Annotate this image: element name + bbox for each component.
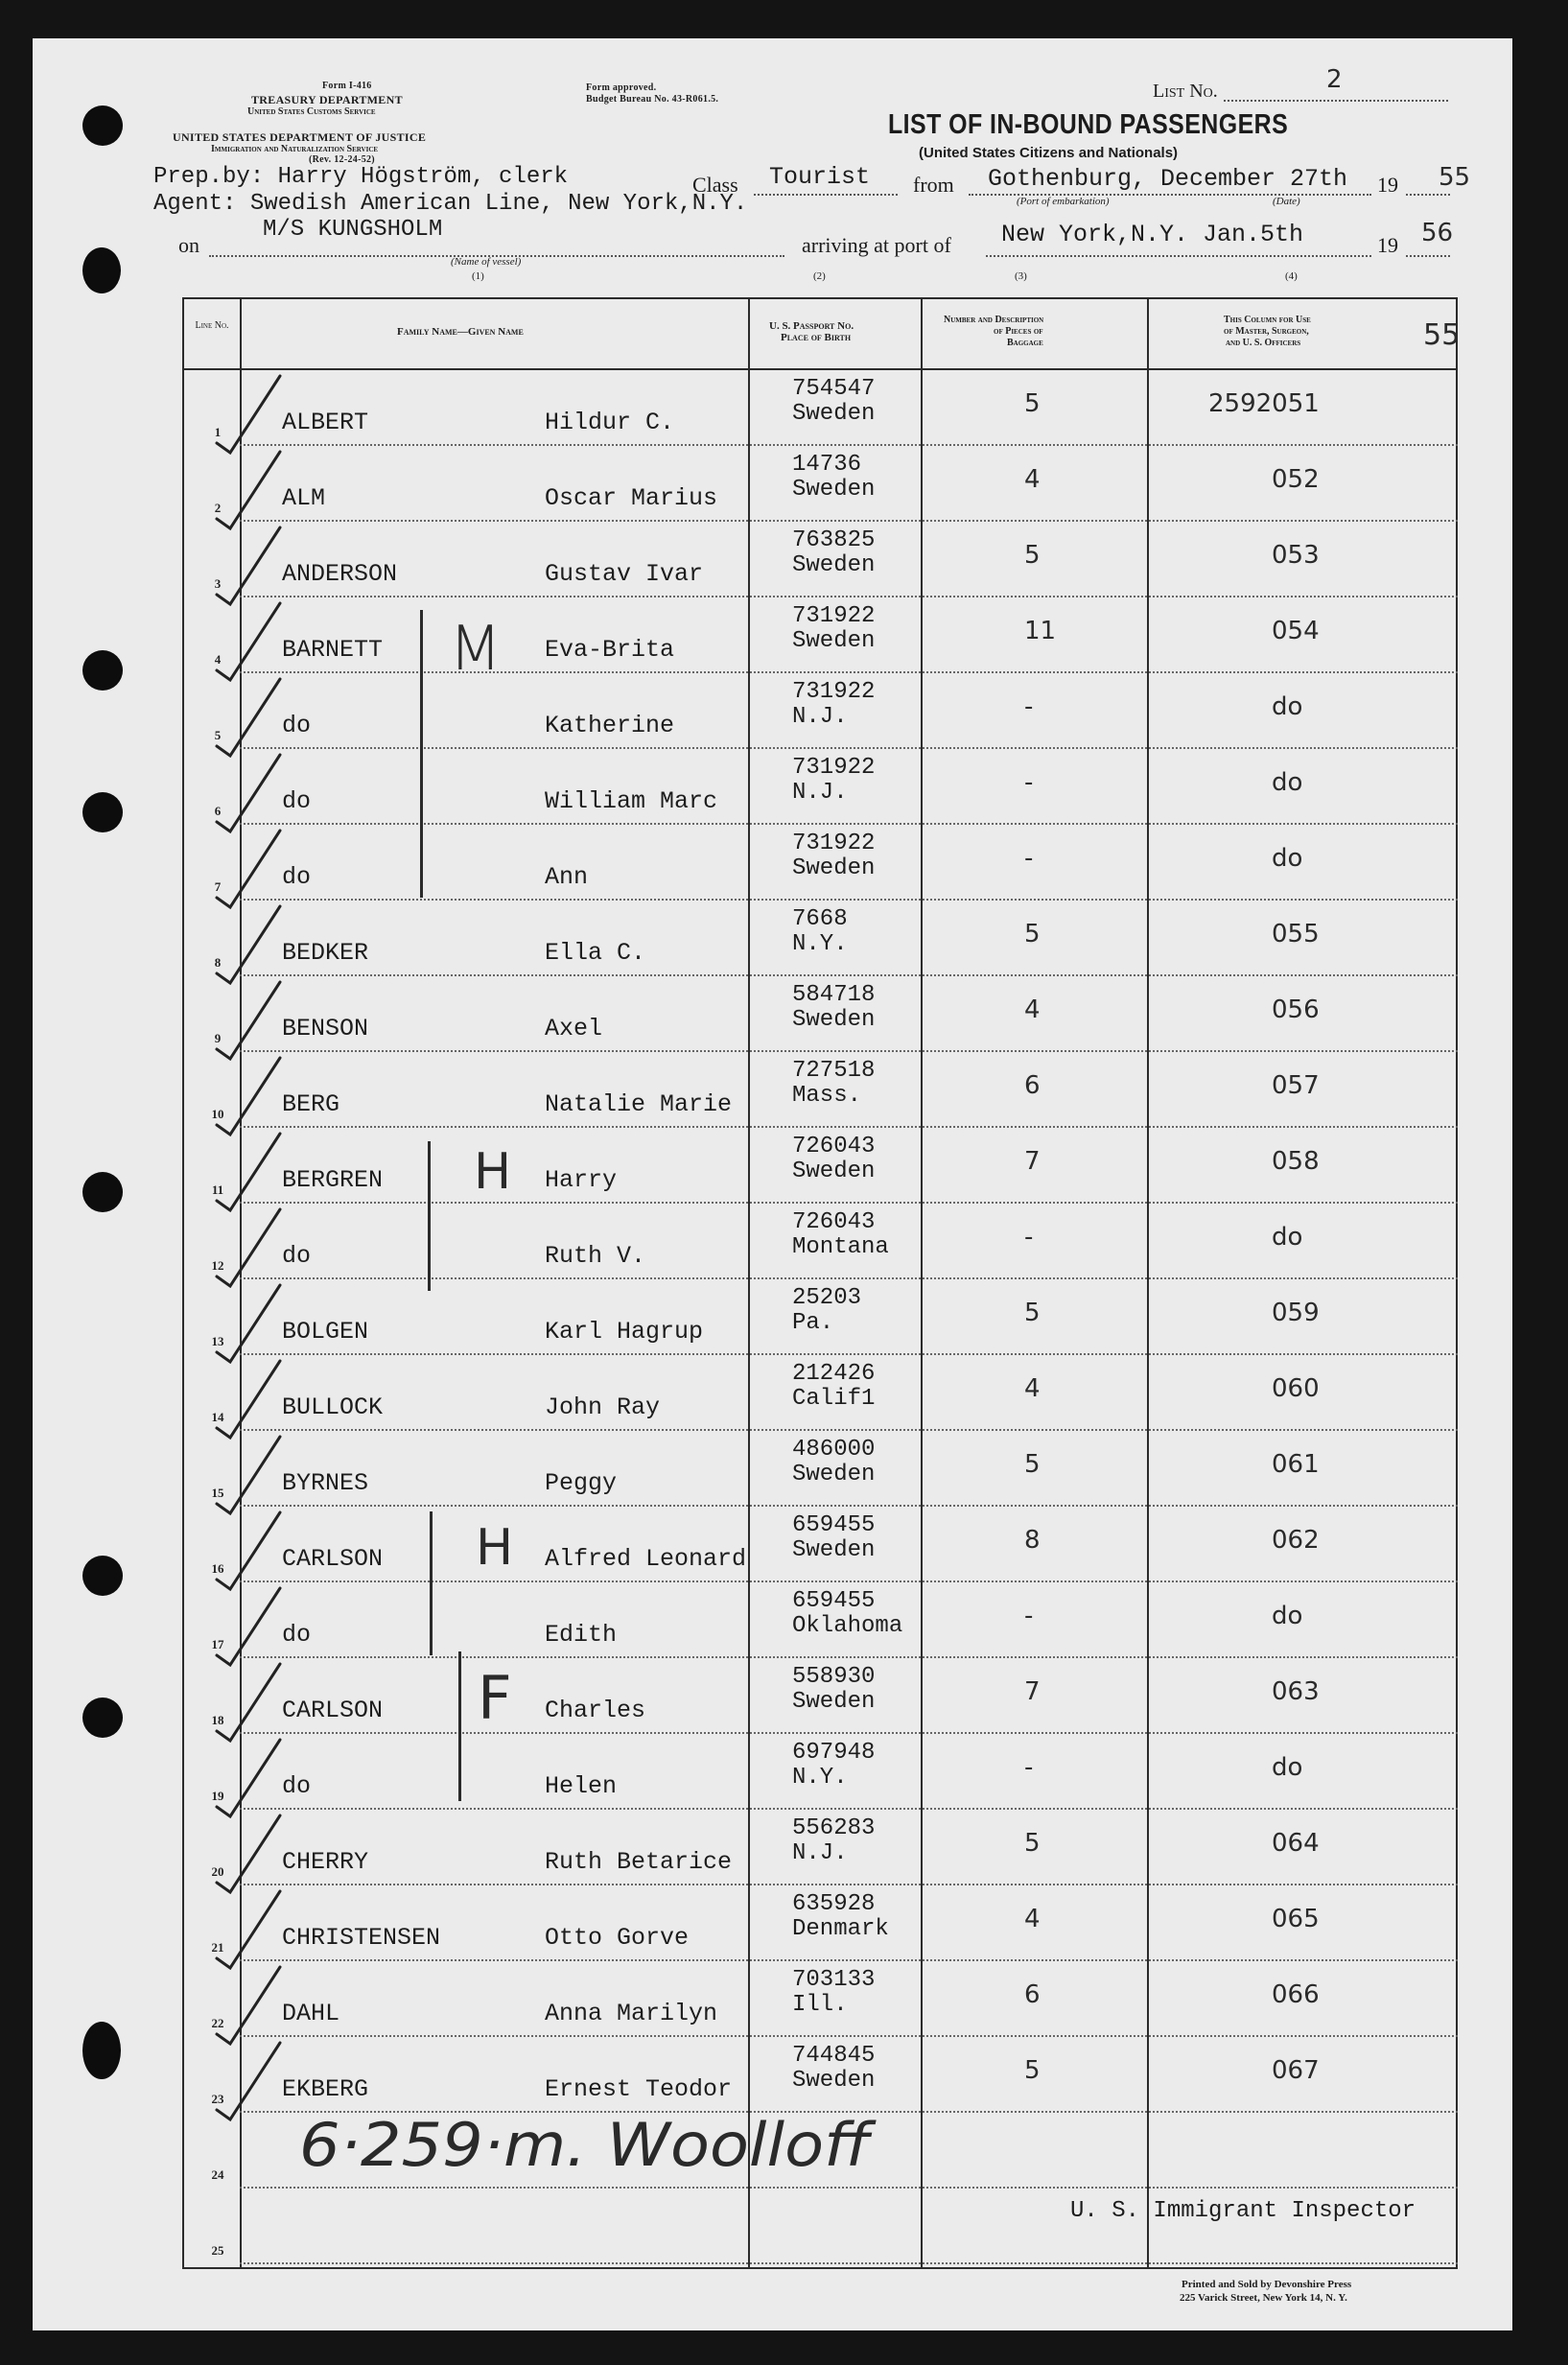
line-number: 14 bbox=[211, 1410, 224, 1424]
checkmark-icon bbox=[209, 1808, 286, 1894]
table-border-bottom bbox=[182, 2267, 1458, 2269]
passport-number: 635928 bbox=[792, 1891, 876, 1917]
place-of-birth: Sweden bbox=[792, 1689, 876, 1715]
header-official-use: of Master, Surgeon, bbox=[1224, 326, 1309, 337]
passport-number: 7668 bbox=[792, 906, 848, 932]
official-number: 066 bbox=[1272, 1980, 1320, 2009]
line-number: 6 bbox=[214, 804, 222, 818]
column-number: (3) bbox=[1015, 270, 1027, 282]
arriving-label: arriving at port of bbox=[802, 233, 951, 257]
header-line-no: Line No. bbox=[195, 320, 229, 331]
punch-hole bbox=[82, 105, 123, 146]
family-name: BARNETT bbox=[282, 636, 384, 664]
column-number: (4) bbox=[1285, 270, 1298, 282]
family-mark: M bbox=[449, 614, 503, 685]
punch-hole bbox=[82, 1698, 123, 1738]
immigration-service: Immigration and Naturalization Service bbox=[211, 144, 379, 154]
official-number: 056 bbox=[1272, 995, 1320, 1024]
checkmark-icon bbox=[209, 2035, 286, 2121]
header-birthplace: Place of Birth bbox=[781, 332, 852, 343]
header-baggage: of Pieces of bbox=[994, 326, 1043, 337]
row-divider bbox=[240, 520, 1458, 522]
family-name: BYRNES bbox=[282, 1469, 369, 1497]
form-number: Form I-416 bbox=[322, 81, 372, 91]
family-mark: H bbox=[474, 1143, 512, 1201]
family-name: BEDKER bbox=[282, 939, 369, 967]
checkmark-icon bbox=[209, 747, 286, 833]
line-number: 4 bbox=[214, 652, 222, 667]
baggage-count: - bbox=[1024, 768, 1034, 797]
official-note: 55 bbox=[1423, 318, 1461, 352]
family-name: CARLSON bbox=[282, 1697, 384, 1724]
checkmark-icon bbox=[209, 899, 286, 985]
family-name: do bbox=[282, 1621, 312, 1649]
class-label: Class bbox=[692, 173, 738, 197]
family-bracket bbox=[428, 1141, 431, 1291]
place-of-birth: Denmark bbox=[792, 1916, 889, 1942]
row-divider bbox=[240, 2262, 1458, 2264]
official-number: 057 bbox=[1272, 1071, 1320, 1100]
class-line bbox=[754, 194, 898, 196]
official-number: 053 bbox=[1272, 541, 1320, 570]
checkmark-icon bbox=[209, 520, 286, 606]
column-number: (1) bbox=[472, 270, 484, 282]
vessel-caption: (Name of vessel) bbox=[451, 256, 522, 268]
punch-hole bbox=[82, 1172, 123, 1212]
baggage-count: - bbox=[1024, 1753, 1034, 1782]
place-of-birth: Sweden bbox=[792, 855, 876, 881]
line-number: 10 bbox=[211, 1107, 224, 1121]
column-number: (2) bbox=[813, 270, 826, 282]
official-number: 052 bbox=[1272, 465, 1320, 494]
line-number: 25 bbox=[211, 2243, 224, 2258]
row-divider bbox=[240, 1505, 1458, 1507]
family-mark: H bbox=[476, 1519, 514, 1577]
line-number: 22 bbox=[211, 2016, 224, 2030]
given-name: Ernest Teodor bbox=[545, 2075, 733, 2103]
given-name: Charles bbox=[545, 1697, 646, 1724]
passport-number: 726043 bbox=[792, 1209, 876, 1235]
row-divider bbox=[240, 1959, 1458, 1961]
list-number-value: 2 bbox=[1326, 65, 1343, 94]
punch-hole bbox=[82, 2022, 121, 2079]
given-name: Axel bbox=[545, 1015, 603, 1042]
family-name: ALBERT bbox=[282, 409, 369, 436]
baggage-count: 7 bbox=[1024, 1147, 1041, 1176]
official-number: 060 bbox=[1272, 1374, 1320, 1403]
given-name: Katherine bbox=[545, 712, 675, 739]
passport-number: 558930 bbox=[792, 1664, 876, 1690]
port-caption: (Port of embarkation) bbox=[1017, 196, 1110, 207]
checkmark-icon bbox=[209, 1884, 286, 1970]
given-name: Anna Marilyn bbox=[545, 2000, 718, 2027]
agent-line: Agent: Swedish American Line, New York,N.Y. bbox=[153, 191, 748, 217]
immigrant-inspector-label: U. S. Immigrant Inspector bbox=[1070, 2198, 1416, 2224]
checkmark-icon bbox=[209, 671, 286, 758]
family-name: BERGREN bbox=[282, 1166, 384, 1194]
place-of-birth: N.J. bbox=[792, 780, 848, 806]
checkmark-icon bbox=[209, 1656, 286, 1743]
official-number: 2592051 bbox=[1208, 389, 1320, 418]
place-of-birth: Mass. bbox=[792, 1083, 862, 1109]
official-number: do bbox=[1272, 1602, 1303, 1630]
row-divider bbox=[240, 1353, 1458, 1355]
embarkation-port-date: Gothenburg, December 27th bbox=[988, 165, 1348, 193]
baggage-count: - bbox=[1024, 692, 1034, 721]
year-suffix-departure: 55 bbox=[1439, 163, 1471, 192]
checkmark-icon bbox=[209, 596, 286, 682]
baggage-count: 7 bbox=[1024, 1677, 1041, 1706]
passport-number: 212426 bbox=[792, 1361, 876, 1387]
checkmark-icon bbox=[209, 1581, 286, 1667]
checkmark-icon bbox=[209, 1429, 286, 1515]
baggage-count: - bbox=[1024, 1223, 1034, 1252]
arrival-line bbox=[986, 255, 1371, 257]
place-of-birth: Sweden bbox=[792, 1462, 876, 1487]
row-divider bbox=[240, 2035, 1458, 2037]
department-of-justice: UNITED STATES DEPARTMENT OF JUSTICE bbox=[173, 130, 427, 144]
date-caption: (Date) bbox=[1273, 196, 1300, 207]
baggage-count: 5 bbox=[1024, 1299, 1041, 1327]
family-name: BOLGEN bbox=[282, 1318, 369, 1346]
year-prefix-departure: 19 bbox=[1377, 173, 1398, 197]
given-name: Ann bbox=[545, 863, 589, 891]
given-name: Hildur C. bbox=[545, 409, 675, 436]
passport-number: 486000 bbox=[792, 1437, 876, 1463]
family-name: BULLOCK bbox=[282, 1393, 384, 1421]
passport-number: 763825 bbox=[792, 527, 876, 553]
passport-number: 14736 bbox=[792, 452, 862, 478]
line-number: 15 bbox=[211, 1486, 224, 1500]
baggage-count: 5 bbox=[1024, 541, 1041, 570]
checkmark-icon bbox=[209, 1202, 286, 1288]
header-divider bbox=[182, 368, 1458, 370]
given-name: Eva-Brita bbox=[545, 636, 675, 664]
given-name: Edith bbox=[545, 1621, 618, 1649]
passport-number: 697948 bbox=[792, 1740, 876, 1766]
passport-number: 659455 bbox=[792, 1588, 876, 1614]
checkmark-icon bbox=[209, 368, 286, 455]
baggage-count: 6 bbox=[1024, 1071, 1041, 1100]
family-name: do bbox=[282, 712, 312, 739]
given-name: Alfred Leonard bbox=[545, 1545, 747, 1573]
checkmark-icon bbox=[209, 823, 286, 909]
given-name: Ruth Betarice bbox=[545, 1848, 733, 1876]
baggage-count: 5 bbox=[1024, 1829, 1041, 1858]
punch-hole bbox=[82, 247, 121, 293]
family-name: DAHL bbox=[282, 2000, 340, 2027]
header-passport: U. S. Passport No. bbox=[769, 320, 854, 332]
baggage-count: 5 bbox=[1024, 2056, 1041, 2085]
place-of-birth: N.J. bbox=[792, 704, 848, 730]
baggage-count: 6 bbox=[1024, 1980, 1041, 2009]
family-bracket bbox=[458, 1651, 461, 1801]
handwritten-signature: 6·259·m. Woolloff bbox=[299, 2110, 871, 2180]
given-name: Ruth V. bbox=[545, 1242, 646, 1270]
arrival-port-date: New York,N.Y. Jan.5th bbox=[1001, 221, 1304, 248]
list-number-line bbox=[1224, 100, 1448, 102]
place-of-birth: Sweden bbox=[792, 1007, 876, 1033]
line-number: 24 bbox=[211, 2167, 224, 2182]
line-number: 19 bbox=[211, 1789, 224, 1803]
given-name: Helen bbox=[545, 1772, 618, 1800]
baggage-count: 11 bbox=[1024, 617, 1057, 645]
class-value: Tourist bbox=[769, 163, 871, 191]
baggage-count: 5 bbox=[1024, 920, 1041, 948]
row-divider bbox=[240, 1429, 1458, 1431]
line-number: 12 bbox=[211, 1258, 224, 1273]
place-of-birth: Calif1 bbox=[792, 1386, 876, 1412]
family-name: do bbox=[282, 787, 312, 815]
year-line bbox=[1406, 255, 1450, 257]
baggage-count: 4 bbox=[1024, 465, 1041, 494]
passport-number: 754547 bbox=[792, 376, 876, 402]
passport-number: 25203 bbox=[792, 1285, 862, 1311]
official-number: do bbox=[1272, 692, 1303, 721]
baggage-count: 8 bbox=[1024, 1526, 1041, 1555]
row-divider bbox=[240, 444, 1458, 446]
header-baggage: Baggage bbox=[1007, 338, 1043, 348]
passport-number: 727518 bbox=[792, 1058, 876, 1084]
from-label: from bbox=[913, 173, 954, 197]
on-label: on bbox=[178, 233, 199, 257]
place-of-birth: Sweden bbox=[792, 477, 876, 503]
row-divider bbox=[240, 899, 1458, 901]
place-of-birth: Sweden bbox=[792, 2068, 876, 2094]
customs-service: United States Customs Service bbox=[247, 106, 376, 117]
official-number: 055 bbox=[1272, 920, 1320, 948]
official-number: 063 bbox=[1272, 1677, 1320, 1706]
checkmark-icon bbox=[209, 974, 286, 1061]
vessel-name: M/S KUNGSHOLM bbox=[263, 217, 443, 243]
row-divider bbox=[240, 1050, 1458, 1052]
line-number: 23 bbox=[211, 2092, 224, 2106]
place-of-birth: N.Y. bbox=[792, 931, 848, 957]
header-baggage: Number and Description bbox=[944, 315, 1044, 325]
given-name: Karl Hagrup bbox=[545, 1318, 704, 1346]
prepared-by: Prep.by: Harry Högström, clerk bbox=[153, 164, 569, 190]
place-of-birth: Ill. bbox=[792, 1992, 848, 2018]
row-divider bbox=[240, 1277, 1458, 1279]
official-number: 064 bbox=[1272, 1829, 1320, 1858]
punch-hole bbox=[82, 1556, 123, 1596]
row-divider bbox=[240, 1808, 1458, 1810]
row-divider bbox=[240, 1656, 1458, 1658]
given-name: William Marc bbox=[545, 787, 718, 815]
line-number: 11 bbox=[211, 1182, 224, 1197]
family-bracket bbox=[420, 610, 423, 898]
row-divider bbox=[240, 1732, 1458, 1734]
row-divider bbox=[240, 1581, 1458, 1582]
baggage-count: 5 bbox=[1024, 1450, 1041, 1479]
place-of-birth: Sweden bbox=[792, 401, 876, 427]
column-divider bbox=[748, 297, 750, 2269]
given-name: Otto Gorve bbox=[545, 1924, 690, 1952]
row-divider bbox=[240, 2187, 1458, 2189]
form-title: LIST OF IN-BOUND PASSENGERS bbox=[888, 109, 1289, 140]
place-of-birth: Pa. bbox=[792, 1310, 834, 1336]
line-number: 16 bbox=[211, 1561, 224, 1576]
given-name: Harry bbox=[545, 1166, 618, 1194]
form-subtitle: (United States Citizens and Nationals) bbox=[919, 145, 1179, 161]
header-official-use: and U. S. Officers bbox=[1226, 338, 1301, 348]
place-of-birth: N.J. bbox=[792, 1840, 848, 1866]
family-name: ALM bbox=[282, 484, 326, 512]
line-number: 7 bbox=[214, 879, 222, 894]
family-name: BERG bbox=[282, 1090, 340, 1118]
line-number: 9 bbox=[214, 1031, 222, 1045]
family-name: CARLSON bbox=[282, 1545, 384, 1573]
checkmark-icon bbox=[209, 1277, 286, 1364]
baggage-count: 4 bbox=[1024, 995, 1041, 1024]
punch-hole bbox=[82, 650, 123, 691]
passport-number: 556283 bbox=[792, 1815, 876, 1841]
passport-number: 584718 bbox=[792, 982, 876, 1008]
baggage-count: 4 bbox=[1024, 1374, 1041, 1403]
place-of-birth: Montana bbox=[792, 1234, 889, 1260]
given-name: Oscar Marius bbox=[545, 484, 718, 512]
place-of-birth: Sweden bbox=[792, 1159, 876, 1184]
official-number: do bbox=[1272, 1223, 1303, 1252]
given-name: Gustav Ivar bbox=[545, 560, 704, 588]
column-divider bbox=[1147, 297, 1149, 2269]
table-border-right bbox=[1456, 297, 1458, 2269]
table-border-top bbox=[182, 297, 1458, 299]
checkmark-icon bbox=[209, 1732, 286, 1818]
treasury-department: TREASURY DEPARTMENT bbox=[251, 93, 403, 106]
given-name: Peggy bbox=[545, 1469, 618, 1497]
family-bracket bbox=[430, 1511, 433, 1655]
official-number: do bbox=[1272, 1753, 1303, 1782]
line-number: 17 bbox=[211, 1637, 224, 1651]
family-name: ANDERSON bbox=[282, 560, 398, 588]
year-prefix-arrival: 19 bbox=[1377, 233, 1398, 257]
family-name: CHRISTENSEN bbox=[282, 1924, 441, 1952]
printer-imprint: Printed and Sold by Devonshire Press bbox=[1182, 2279, 1352, 2290]
list-number-label: List No. bbox=[1153, 81, 1218, 102]
family-mark: F bbox=[478, 1663, 512, 1733]
checkmark-icon bbox=[209, 1959, 286, 2046]
given-name: Ella C. bbox=[545, 939, 646, 967]
checkmark-icon bbox=[209, 1050, 286, 1136]
passport-number: 731922 bbox=[792, 603, 876, 629]
place-of-birth: N.Y. bbox=[792, 1765, 848, 1791]
year-line bbox=[1406, 194, 1450, 196]
place-of-birth: Oklahoma bbox=[792, 1613, 903, 1639]
family-name: do bbox=[282, 1772, 312, 1800]
printer-address: 225 Varick Street, New York 14, N. Y. bbox=[1180, 2292, 1347, 2304]
line-number: 18 bbox=[211, 1713, 224, 1727]
year-suffix-arrival: 56 bbox=[1421, 219, 1454, 247]
passport-number: 744845 bbox=[792, 2043, 876, 2069]
line-number: 21 bbox=[211, 1940, 224, 1955]
checkmark-icon bbox=[209, 1505, 286, 1591]
place-of-birth: Sweden bbox=[792, 1537, 876, 1563]
official-number: 061 bbox=[1272, 1450, 1320, 1479]
passport-number: 731922 bbox=[792, 831, 876, 856]
official-number: 058 bbox=[1272, 1147, 1320, 1176]
given-name: John Ray bbox=[545, 1393, 661, 1421]
row-divider bbox=[240, 1884, 1458, 1885]
place-of-birth: Sweden bbox=[792, 628, 876, 654]
given-name: Natalie Marie bbox=[545, 1090, 733, 1118]
checkmark-icon bbox=[209, 444, 286, 530]
checkmark-icon bbox=[209, 1126, 286, 1212]
line-number: 8 bbox=[214, 955, 222, 970]
baggage-count: 4 bbox=[1024, 1905, 1041, 1933]
baggage-count: - bbox=[1024, 1602, 1034, 1630]
checkmark-icon bbox=[209, 1353, 286, 1440]
row-divider bbox=[240, 1202, 1458, 1204]
row-divider bbox=[240, 596, 1458, 597]
official-number: 054 bbox=[1272, 617, 1320, 645]
official-number: do bbox=[1272, 768, 1303, 797]
column-divider bbox=[921, 297, 923, 2269]
header-name: Family Name—Given Name bbox=[397, 326, 524, 338]
family-name: BENSON bbox=[282, 1015, 369, 1042]
line-number: 13 bbox=[211, 1334, 224, 1348]
line-number: 5 bbox=[214, 728, 222, 742]
official-number: 062 bbox=[1272, 1526, 1320, 1555]
row-divider bbox=[240, 1126, 1458, 1128]
family-name: do bbox=[282, 1242, 312, 1270]
official-number: 065 bbox=[1272, 1905, 1320, 1933]
official-number: 067 bbox=[1272, 2056, 1320, 2085]
form-approved: Form approved. bbox=[586, 82, 657, 93]
baggage-count: 5 bbox=[1024, 389, 1041, 418]
line-number: 3 bbox=[214, 576, 222, 591]
passport-number: 703133 bbox=[792, 1967, 876, 1993]
passport-number: 659455 bbox=[792, 1512, 876, 1538]
official-number: 059 bbox=[1272, 1299, 1320, 1327]
official-number: do bbox=[1272, 844, 1303, 873]
header-official-use: This Column for Use bbox=[1224, 315, 1311, 325]
punch-hole bbox=[82, 792, 123, 832]
baggage-count: - bbox=[1024, 844, 1034, 873]
passport-number: 731922 bbox=[792, 755, 876, 781]
family-name: EKBERG bbox=[282, 2075, 369, 2103]
row-divider bbox=[240, 974, 1458, 976]
line-number: 1 bbox=[214, 425, 222, 439]
passport-number: 726043 bbox=[792, 1134, 876, 1159]
line-number: 20 bbox=[211, 1864, 224, 1879]
line-number: 2 bbox=[214, 501, 222, 515]
family-name: CHERRY bbox=[282, 1848, 369, 1876]
family-name: do bbox=[282, 863, 312, 891]
passport-number: 731922 bbox=[792, 679, 876, 705]
table-border-left bbox=[182, 297, 184, 2269]
budget-bureau: Budget Bureau No. 43-R061.5. bbox=[586, 94, 719, 105]
form-revision: (Rev. 12-24-52) bbox=[309, 154, 375, 165]
place-of-birth: Sweden bbox=[792, 552, 876, 578]
